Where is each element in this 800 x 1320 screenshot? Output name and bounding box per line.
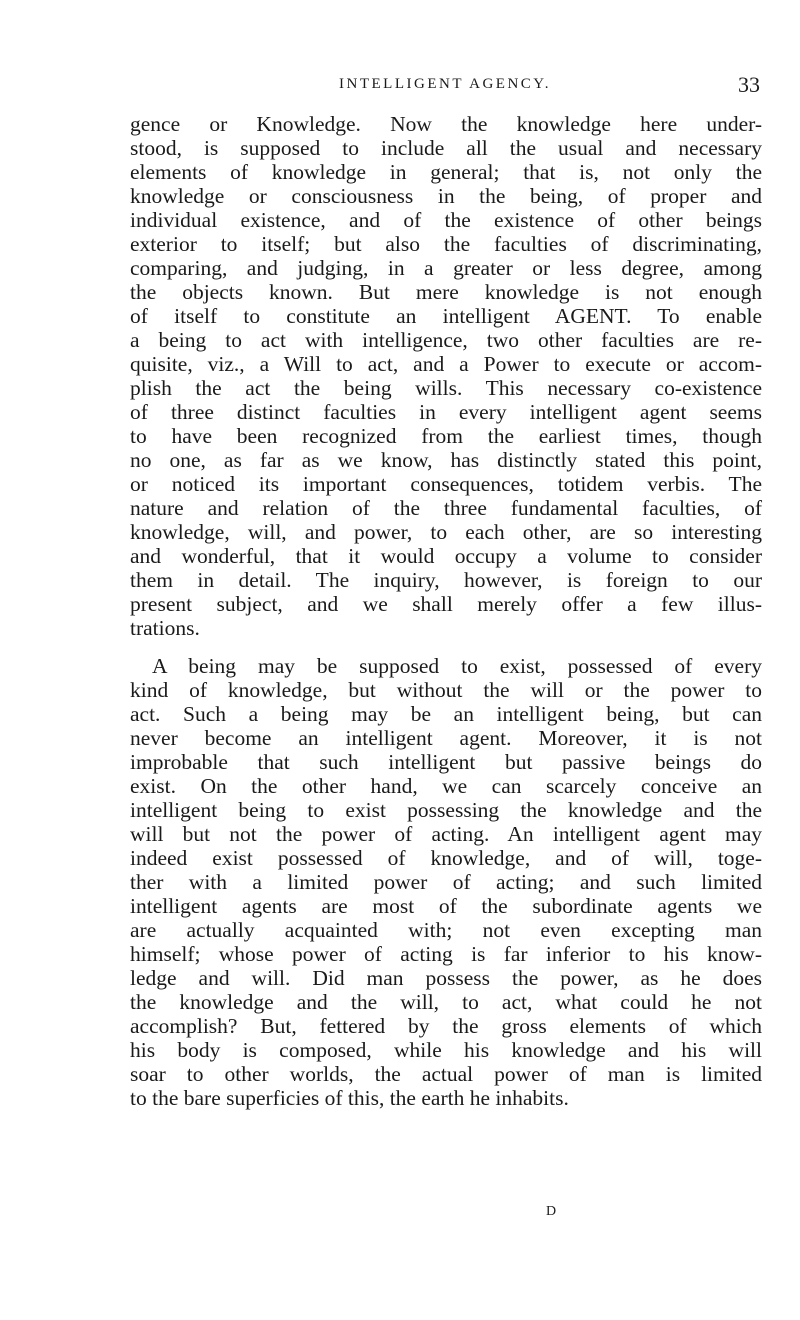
- text-line: or noticed its important consequences, totidem verbis. The: [130, 472, 762, 496]
- text-line: trations.: [130, 616, 200, 640]
- text-line: nature and relation of the three fundamental faculties, of: [130, 496, 762, 520]
- paragraph: [130, 112, 762, 640]
- text-line: to have been recognized from the earliest times, though: [130, 424, 762, 448]
- text-line: accomplish? But, fettered by the gross elements of which: [130, 1014, 762, 1038]
- text-line: never become an intelligent agent. Moreover, it is not: [130, 726, 762, 750]
- text-line: a being to act with intelligence, two other faculties are re-: [130, 328, 762, 352]
- text-line: ledge and will. Did man possess the power, as he does: [130, 966, 762, 990]
- body-text: [130, 112, 762, 1110]
- text-line: indeed exist possessed of knowledge, and of will, toge-: [130, 846, 762, 870]
- text-line: the objects known. But mere knowledge is not enough: [130, 280, 762, 304]
- paragraph: [130, 654, 762, 1110]
- running-head: [130, 70, 760, 100]
- text-line: intelligent agents are most of the subordinate agents we: [130, 894, 762, 918]
- page-number: 33: [738, 72, 760, 97]
- text-line: intelligent being to exist possessing the knowledge and the: [130, 798, 762, 822]
- text-line: no one, as far as we know, has distinctly stated this point,: [130, 448, 762, 472]
- text-line: will but not the power of acting. An intelligent agent may: [130, 822, 762, 846]
- text-line: them in detail. The inquiry, however, is foreign to our: [130, 568, 762, 592]
- text-line: comparing, and judging, in a greater or less degree, among: [130, 256, 762, 280]
- paragraph-gap: [130, 640, 762, 654]
- text-line: elements of knowledge in general; that is, not only the: [130, 160, 762, 184]
- text-line: knowledge, will, and power, to each other, are so interesting: [130, 520, 762, 544]
- text-line: kind of knowledge, but without the will or the power to: [130, 678, 762, 702]
- text-line: of three distinct faculties in every intelligent agent seems: [130, 400, 762, 424]
- text-line: plish the act the being wills. This necessary co-existence: [130, 376, 762, 400]
- text-line: are actually acquainted with; not even excepting man: [130, 918, 762, 942]
- text-line: of itself to constitute an intelligent AGENT. To enable: [130, 304, 762, 328]
- text-line: stood, is supposed to include all the usual and necessary: [130, 136, 762, 160]
- text-line: his body is composed, while his knowledge and his will: [130, 1038, 762, 1062]
- text-line: ther with a limited power of acting; and such limited: [130, 870, 762, 894]
- signature-mark: D: [546, 1204, 557, 1219]
- text-line: A being may be supposed to exist, possessed of every: [152, 654, 762, 678]
- text-line: himself; whose power of acting is far inferior to his know-: [130, 942, 762, 966]
- text-line: and wonderful, that it would occupy a volume to consider: [130, 544, 762, 568]
- text-line: present subject, and we shall merely offer a few illus-: [130, 592, 762, 616]
- text-line: improbable that such intelligent but passive beings do: [130, 750, 762, 774]
- text-line: to the bare superficies of this, the earth he inhabits.: [130, 1086, 569, 1110]
- text-line: quisite, viz., a Will to act, and a Power to execute or accom-: [130, 352, 762, 376]
- text-line: gence or Knowledge. Now the knowledge here under-: [130, 112, 762, 136]
- text-line: act. Such a being may be an intelligent being, but can: [130, 702, 762, 726]
- text-line: soar to other worlds, the actual power of man is limited: [130, 1062, 762, 1086]
- text-line: individual existence, and of the existence of other beings: [130, 208, 762, 232]
- text-line: exterior to itself; but also the faculties of discriminating,: [130, 232, 762, 256]
- text-line: knowledge or consciousness in the being, of proper and: [130, 184, 762, 208]
- text-line: exist. On the other hand, we can scarcely conceive an: [130, 774, 762, 798]
- running-title: INTELLIGENT AGENCY.: [339, 76, 551, 92]
- text-line: the knowledge and the will, to act, what could he not: [130, 990, 762, 1014]
